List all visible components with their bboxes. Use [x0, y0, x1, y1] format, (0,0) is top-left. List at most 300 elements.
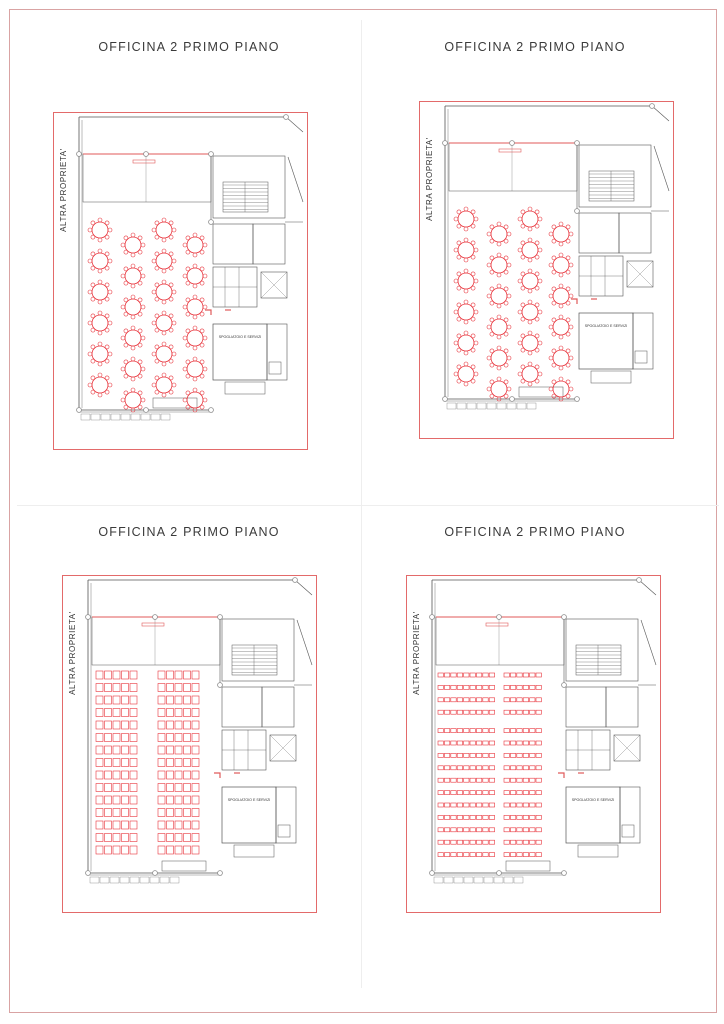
footing-block	[447, 403, 456, 409]
table-chair	[131, 388, 135, 392]
theatre-seat	[451, 840, 456, 844]
table-chair	[538, 310, 542, 314]
table-chair	[454, 372, 458, 376]
table-chair	[538, 279, 542, 283]
theatre-seat	[192, 784, 199, 792]
side-label-altra-proprieta: ALTRA PROPRIETA'	[412, 611, 421, 695]
theatre-seat	[122, 846, 129, 854]
round-table	[518, 331, 542, 355]
table-chair	[155, 221, 159, 225]
theatre-seat	[444, 729, 449, 733]
table-chair	[559, 366, 563, 370]
footing-block	[484, 877, 493, 883]
table-chair	[169, 345, 173, 349]
table-chair	[88, 352, 92, 356]
theatre-seat	[192, 696, 199, 704]
exterior-wall-corner	[286, 117, 303, 132]
table-chair	[490, 332, 494, 336]
structural-column	[86, 615, 91, 620]
theatre-seat	[184, 846, 191, 854]
floor-plan-panel-theatre-blocks	[18, 515, 360, 985]
table-chair	[566, 225, 570, 229]
structural-column	[497, 871, 502, 876]
table-chair	[88, 290, 92, 294]
theatre-seat	[438, 853, 443, 857]
table-chair	[183, 305, 187, 309]
table-chair	[186, 329, 190, 333]
table-chair	[487, 294, 491, 298]
theatre-seat	[105, 809, 112, 817]
table-chair	[457, 365, 461, 369]
stage-area	[449, 143, 577, 191]
round-table	[88, 280, 112, 304]
table-chair	[193, 357, 197, 361]
theatre-seat	[457, 791, 462, 795]
table-chair	[124, 281, 128, 285]
structural-column	[497, 615, 502, 620]
table-chair	[538, 372, 542, 376]
panel-title: OFFICINA 2 PRIMO PIANO	[98, 40, 280, 54]
table-chair	[497, 304, 501, 308]
stair-block	[232, 645, 277, 675]
exit-marker	[571, 299, 577, 304]
table-chair	[538, 341, 542, 345]
footing-block	[504, 877, 513, 883]
theatre-seat	[470, 791, 475, 795]
table-chair	[186, 236, 190, 240]
table-chair	[155, 297, 159, 301]
table-chair	[169, 266, 173, 270]
table-chair	[98, 280, 102, 284]
theatre-seat	[158, 696, 165, 704]
table-chair	[521, 224, 525, 228]
theatre-seat	[158, 771, 165, 779]
exit-marker	[214, 773, 220, 778]
table-chair	[183, 243, 187, 247]
table-chair	[124, 250, 128, 254]
theatre-seat	[457, 673, 462, 677]
round-table	[183, 264, 207, 288]
theatre-seat	[530, 741, 535, 745]
theatre-seat	[523, 803, 528, 807]
table-chair	[98, 331, 102, 335]
theatre-seat	[536, 778, 541, 782]
theatre-seat	[167, 684, 174, 692]
table-chair	[200, 343, 204, 347]
theatre-seat	[451, 791, 456, 795]
table-chair	[91, 252, 95, 256]
changing-room	[566, 787, 620, 843]
theatre-seat	[470, 741, 475, 745]
table-chair	[504, 256, 508, 260]
table-chair	[528, 227, 532, 231]
theatre-seat	[444, 828, 449, 832]
theatre-seat	[510, 828, 515, 832]
table-chair	[569, 325, 573, 329]
table-chair	[108, 228, 112, 232]
table-chair	[169, 297, 173, 301]
table-chair	[162, 249, 166, 253]
table-chair	[121, 243, 125, 247]
table-chair	[131, 326, 135, 330]
structural-column	[218, 871, 223, 876]
theatre-seat	[113, 696, 120, 704]
table-chair	[471, 365, 475, 369]
stage-area	[83, 154, 211, 202]
table-chair	[105, 252, 109, 256]
theatre-seat	[470, 685, 475, 689]
theatre-seat	[167, 734, 174, 742]
footing-block	[474, 877, 483, 883]
table-chair	[490, 256, 494, 260]
side-label-altra-proprieta: ALTRA PROPRIETA'	[425, 137, 434, 221]
theatre-seat	[96, 809, 103, 817]
table-chair	[200, 312, 204, 316]
theatre-seat	[530, 729, 535, 733]
info-panel	[162, 861, 206, 871]
table-chair	[98, 393, 102, 397]
table-chair	[155, 390, 159, 394]
table-chair	[457, 317, 461, 321]
theatre-seat	[158, 796, 165, 804]
theatre-seat	[470, 710, 475, 714]
table-chair	[521, 379, 525, 383]
theatre-seat	[122, 784, 129, 792]
table-chair	[124, 312, 128, 316]
table-chair	[464, 362, 468, 366]
theatre-seat	[523, 729, 528, 733]
table-chair	[549, 387, 553, 391]
theatre-seat	[536, 710, 541, 714]
theatre-seat	[158, 746, 165, 754]
table-chair	[108, 352, 112, 356]
reception-desk	[578, 845, 618, 857]
table-chair	[566, 239, 570, 243]
floor-plan-drawing	[62, 575, 317, 913]
table-chair	[521, 348, 525, 352]
table-chair	[490, 363, 494, 367]
table-chair	[105, 376, 109, 380]
table-chair	[91, 390, 95, 394]
theatre-seat	[464, 685, 469, 689]
theatre-seat	[451, 815, 456, 819]
table-chair	[169, 359, 173, 363]
table-chair	[457, 348, 461, 352]
structural-column	[77, 408, 82, 413]
footing-block	[514, 877, 523, 883]
theatre-seat	[184, 784, 191, 792]
table-chair	[200, 281, 204, 285]
table-chair	[203, 305, 207, 309]
table-chair	[559, 284, 563, 288]
table-chair	[131, 233, 135, 237]
table-chair	[183, 367, 187, 371]
footing-block	[517, 403, 526, 409]
theatre-seat	[438, 803, 443, 807]
exterior-wall-corner	[295, 580, 312, 595]
footing-block	[111, 414, 120, 420]
table-chair	[518, 217, 522, 221]
table-chair	[507, 356, 511, 360]
table-chair	[124, 236, 128, 240]
theatre-seat	[457, 710, 462, 714]
stair-block	[576, 645, 621, 675]
theatre-seat	[175, 834, 182, 842]
table-chair	[155, 345, 159, 349]
table-chair	[155, 376, 159, 380]
theatre-seat	[444, 803, 449, 807]
round-table	[88, 218, 112, 242]
footing-block	[457, 403, 466, 409]
theatre-seat	[510, 685, 515, 689]
theatre-seat	[464, 840, 469, 844]
theatre-seat	[510, 766, 515, 770]
table-chair	[464, 300, 468, 304]
table-chair	[98, 362, 102, 366]
table-chair	[108, 290, 112, 294]
table-chair	[528, 362, 532, 366]
lift-block	[262, 687, 294, 727]
theatre-seat	[192, 759, 199, 767]
stair-core	[579, 145, 651, 207]
table-chair	[124, 374, 128, 378]
theatre-seat	[122, 796, 129, 804]
structural-column	[209, 408, 214, 413]
round-table	[183, 233, 207, 257]
theatre-seat	[175, 721, 182, 729]
table-chair	[559, 304, 563, 308]
table-chair	[124, 405, 128, 409]
theatre-seat	[510, 741, 515, 745]
table-chair	[559, 222, 563, 226]
structural-column	[153, 871, 158, 876]
theatre-seat	[464, 853, 469, 857]
table-chair	[193, 326, 197, 330]
theatre-seat	[451, 753, 456, 757]
theatre-seat	[476, 803, 481, 807]
table-chair	[507, 294, 511, 298]
facade-angle	[641, 620, 656, 665]
changing-room	[222, 787, 276, 843]
facade-angle	[288, 157, 303, 202]
table-chair	[169, 390, 173, 394]
table-chair	[91, 221, 95, 225]
projector-screen	[499, 149, 521, 152]
theatre-seat	[122, 709, 129, 717]
table-chair	[186, 360, 190, 364]
theatre-seat	[530, 853, 535, 857]
table-chair	[464, 289, 468, 293]
sheet-frame	[63, 576, 317, 913]
theatre-seat	[536, 673, 541, 677]
table-chair	[552, 225, 556, 229]
round-table	[518, 300, 542, 324]
table-chair	[490, 301, 494, 305]
theatre-seat	[476, 729, 481, 733]
theatre-seat	[184, 746, 191, 754]
table-chair	[464, 258, 468, 262]
theatre-seat	[457, 853, 462, 857]
table-chair	[105, 328, 109, 332]
theatre-seat	[476, 853, 481, 857]
theatre-seat	[476, 828, 481, 832]
table-chair	[521, 255, 525, 259]
theatre-seat	[175, 709, 182, 717]
table-chair	[535, 255, 539, 259]
table-chair	[504, 380, 508, 384]
theatre-seat	[175, 671, 182, 679]
table-chair	[186, 312, 190, 316]
table-chair	[471, 241, 475, 245]
floor-plan-drawing	[419, 101, 674, 439]
table-chair	[559, 346, 563, 350]
theatre-seat	[96, 746, 103, 754]
table-chair	[504, 394, 508, 398]
table-chair	[490, 270, 494, 274]
table-chair	[490, 287, 494, 291]
theatre-seat	[489, 803, 494, 807]
theatre-seat	[130, 846, 137, 854]
table-chair	[457, 334, 461, 338]
table-chair	[200, 374, 204, 378]
table-chair	[504, 363, 508, 367]
footing-block	[151, 414, 160, 420]
theatre-seat	[530, 778, 535, 782]
theatre-seat	[192, 809, 199, 817]
theatre-seat	[192, 684, 199, 692]
footing-block	[527, 403, 536, 409]
table-chair	[141, 243, 145, 247]
theatre-seat	[523, 778, 528, 782]
table-chair	[552, 318, 556, 322]
table-chair	[138, 391, 142, 395]
table-chair	[535, 379, 539, 383]
table-chair	[490, 394, 494, 398]
theatre-seat	[510, 729, 515, 733]
table-chair	[186, 281, 190, 285]
structural-column	[218, 615, 223, 620]
table-chair	[528, 289, 532, 293]
structural-column	[562, 615, 567, 620]
structural-column	[153, 615, 158, 620]
theatre-seat	[167, 784, 174, 792]
theatre-seat	[536, 698, 541, 702]
theatre-seat	[483, 815, 488, 819]
theatre-seat	[464, 791, 469, 795]
table-chair	[200, 298, 204, 302]
table-chair	[464, 351, 468, 355]
theatre-seat	[457, 815, 462, 819]
theatre-seat	[523, 753, 528, 757]
table-chair	[193, 253, 197, 257]
table-chair	[141, 305, 145, 309]
table-chair	[203, 367, 207, 371]
round-table	[454, 207, 478, 231]
table-chair	[172, 321, 176, 325]
table-chair	[552, 380, 556, 384]
theatre-seat	[457, 685, 462, 689]
table-chair	[193, 295, 197, 299]
sheet-frame	[420, 102, 674, 439]
table-chair	[169, 283, 173, 287]
theatre-seat	[483, 778, 488, 782]
theatre-seat	[470, 673, 475, 677]
round-table	[549, 253, 573, 277]
table-chair	[559, 253, 563, 257]
theatre-seat	[510, 673, 515, 677]
theatre-seat	[105, 684, 112, 692]
table-chair	[138, 360, 142, 364]
table-chair	[552, 301, 556, 305]
theatre-seat	[451, 741, 456, 745]
theatre-seat	[451, 673, 456, 677]
table-chair	[549, 325, 553, 329]
theatre-seat	[483, 729, 488, 733]
table-chair	[504, 225, 508, 229]
theatre-seat	[96, 846, 103, 854]
table-chair	[552, 256, 556, 260]
table-chair	[497, 315, 501, 319]
table-chair	[141, 367, 145, 371]
round-table	[121, 357, 145, 381]
theatre-seat	[158, 821, 165, 829]
theatre-seat	[470, 803, 475, 807]
table-chair	[98, 373, 102, 377]
theatre-seat	[504, 778, 509, 782]
theatre-seat	[438, 791, 443, 795]
theatre-seat	[184, 834, 191, 842]
theatre-seat	[444, 753, 449, 757]
table-chair	[203, 398, 207, 402]
theatre-seat	[536, 753, 541, 757]
table-chair	[152, 228, 156, 232]
table-chair	[169, 235, 173, 239]
table-chair	[138, 250, 142, 254]
theatre-seat	[158, 684, 165, 692]
wc-fixture	[278, 825, 290, 837]
theatre-seat	[464, 698, 469, 702]
theatre-seat	[122, 671, 129, 679]
theatre-seat	[517, 803, 522, 807]
theatre-seat	[113, 721, 120, 729]
stair-core	[566, 619, 638, 681]
structural-column	[562, 683, 567, 688]
table-chair	[131, 253, 135, 257]
footing-block	[110, 877, 119, 883]
theatre-seat	[130, 746, 137, 754]
theatre-seat	[489, 698, 494, 702]
structural-column	[575, 397, 580, 402]
table-chair	[507, 325, 511, 329]
theatre-seat	[438, 698, 443, 702]
stair-block	[589, 171, 634, 201]
table-chair	[464, 331, 468, 335]
footing-block	[507, 403, 516, 409]
theatre-seat	[464, 766, 469, 770]
theatre-seat	[122, 834, 129, 842]
table-chair	[131, 377, 135, 381]
theatre-seat	[523, 710, 528, 714]
table-chair	[566, 256, 570, 260]
theatre-seat	[192, 821, 199, 829]
wc-block	[620, 787, 640, 843]
table-chair	[535, 334, 539, 338]
reception-desk	[591, 371, 631, 383]
theatre-seat	[167, 809, 174, 817]
theatre-seat	[122, 771, 129, 779]
footing-block	[91, 414, 100, 420]
table-chair	[497, 366, 501, 370]
